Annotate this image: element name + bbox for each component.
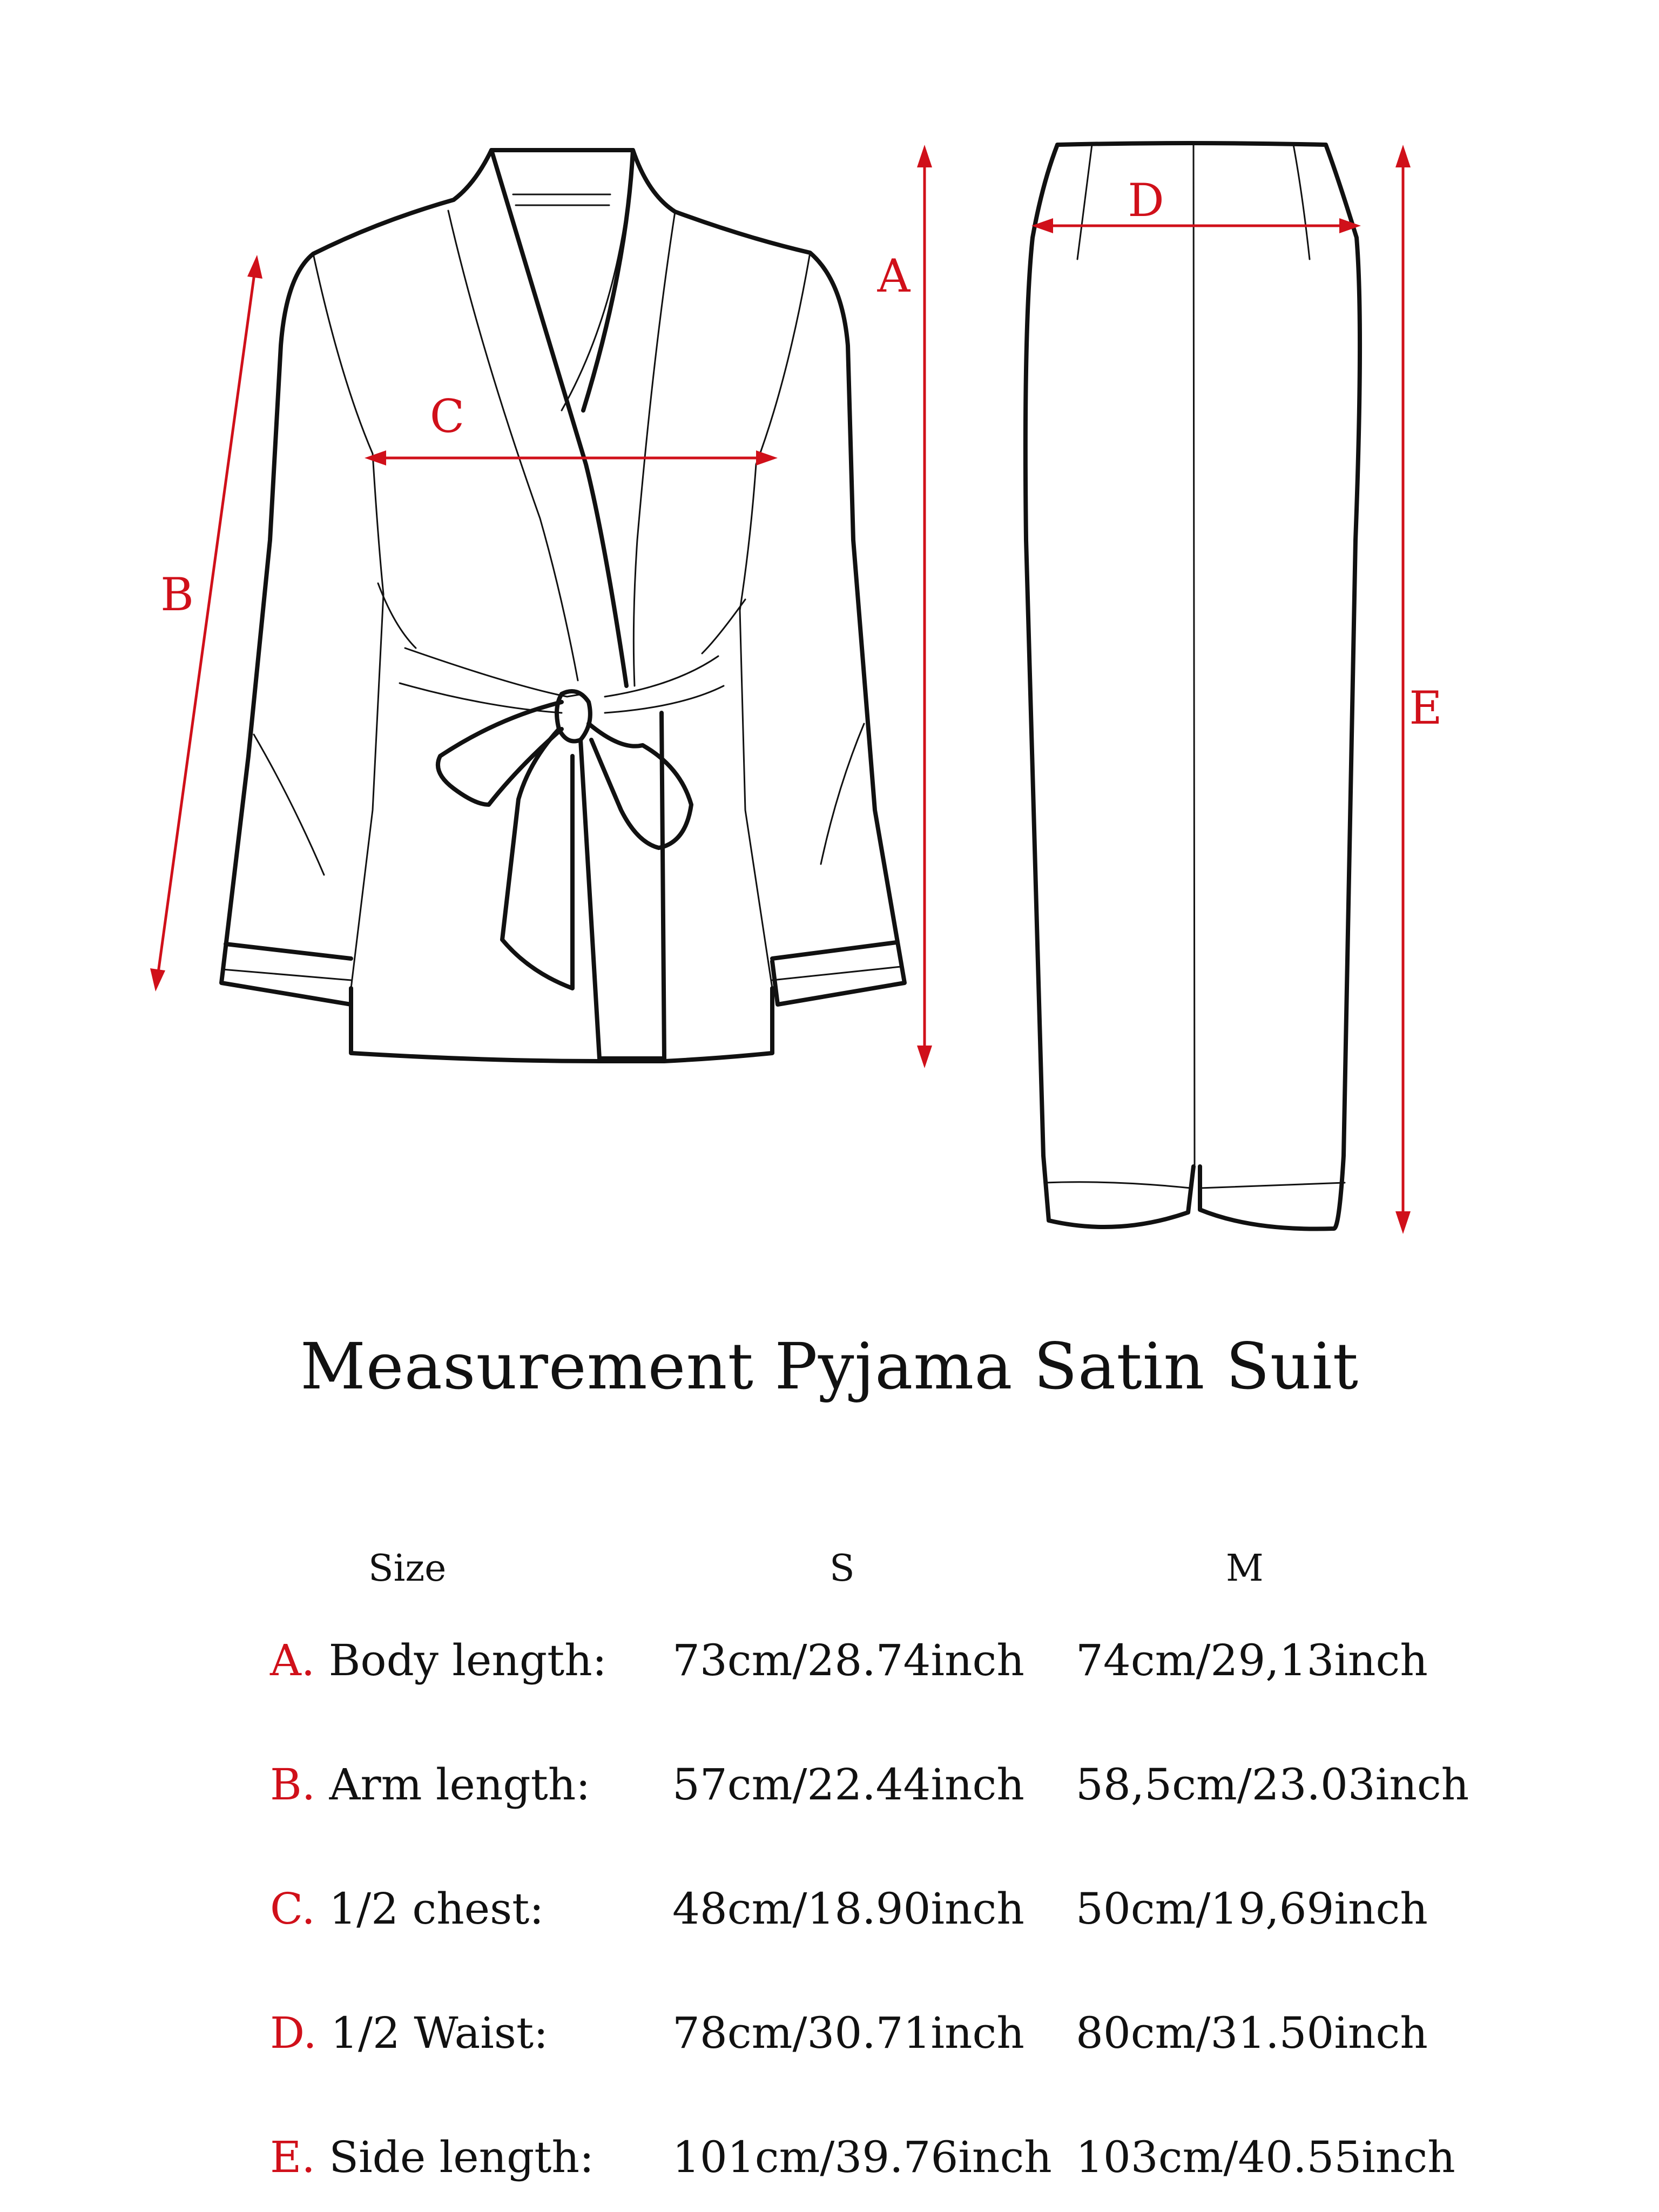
row-letter: C. bbox=[270, 1884, 315, 1934]
dimension-label-a: A bbox=[877, 249, 911, 302]
table-cell-m: 80cm/31.50inch bbox=[1076, 2008, 1428, 2058]
table-row-label bbox=[270, 2130, 594, 2184]
row-letter: D. bbox=[270, 2008, 317, 2058]
header-s: S bbox=[830, 1547, 855, 1590]
table-row-label bbox=[270, 1634, 607, 1688]
row-label: 1/2 Waist: bbox=[331, 2008, 549, 2058]
dimension-label-e: E bbox=[1409, 682, 1442, 734]
table-cell-s: 48cm/18.90inch bbox=[672, 1884, 1024, 1934]
row-label: Arm length: bbox=[329, 1759, 591, 1810]
table-cell-m: 74cm/29,13inch bbox=[1076, 1635, 1428, 1685]
row-letter: A. bbox=[270, 1635, 315, 1685]
row-letter: B. bbox=[270, 1759, 316, 1810]
table-cell-s: 73cm/28.74inch bbox=[672, 1635, 1024, 1685]
header-size: Size bbox=[368, 1547, 447, 1590]
table-cell-s: 57cm/22.44inch bbox=[672, 1759, 1024, 1810]
dimension-e bbox=[1395, 145, 1442, 1234]
row-label: 1/2 chest: bbox=[329, 1884, 544, 1934]
table-row-label bbox=[270, 1882, 544, 1936]
page-title: Measurement Pyjama Satin Suit bbox=[300, 1329, 1359, 1404]
row-letter: E. bbox=[270, 2132, 315, 2182]
trousers-drawing bbox=[1026, 143, 1360, 1229]
dimension-b bbox=[150, 255, 262, 992]
dimension-label-c: C bbox=[429, 390, 465, 443]
dimension-d bbox=[1031, 174, 1361, 233]
table-row-label bbox=[270, 2006, 548, 2060]
row-label: Body length: bbox=[328, 1635, 607, 1685]
header-m: M bbox=[1226, 1547, 1264, 1590]
row-label: Side length: bbox=[329, 2132, 594, 2182]
dimension-label-b: B bbox=[160, 568, 194, 621]
table-cell-s: 78cm/30.71inch bbox=[672, 2008, 1024, 2058]
table-cell-m: 50cm/19,69inch bbox=[1076, 1884, 1428, 1934]
table-cell-m: 58,5cm/23.03inch bbox=[1076, 1759, 1469, 1810]
dimension-a bbox=[877, 145, 932, 1068]
dimension-label-d: D bbox=[1128, 174, 1164, 227]
jacket-drawing bbox=[221, 150, 905, 1061]
table-row-label bbox=[270, 1758, 590, 1812]
dimension-c bbox=[365, 390, 778, 466]
table-cell-s: 101cm/39.76inch bbox=[672, 2132, 1052, 2182]
table-cell-m: 103cm/40.55inch bbox=[1076, 2132, 1455, 2182]
